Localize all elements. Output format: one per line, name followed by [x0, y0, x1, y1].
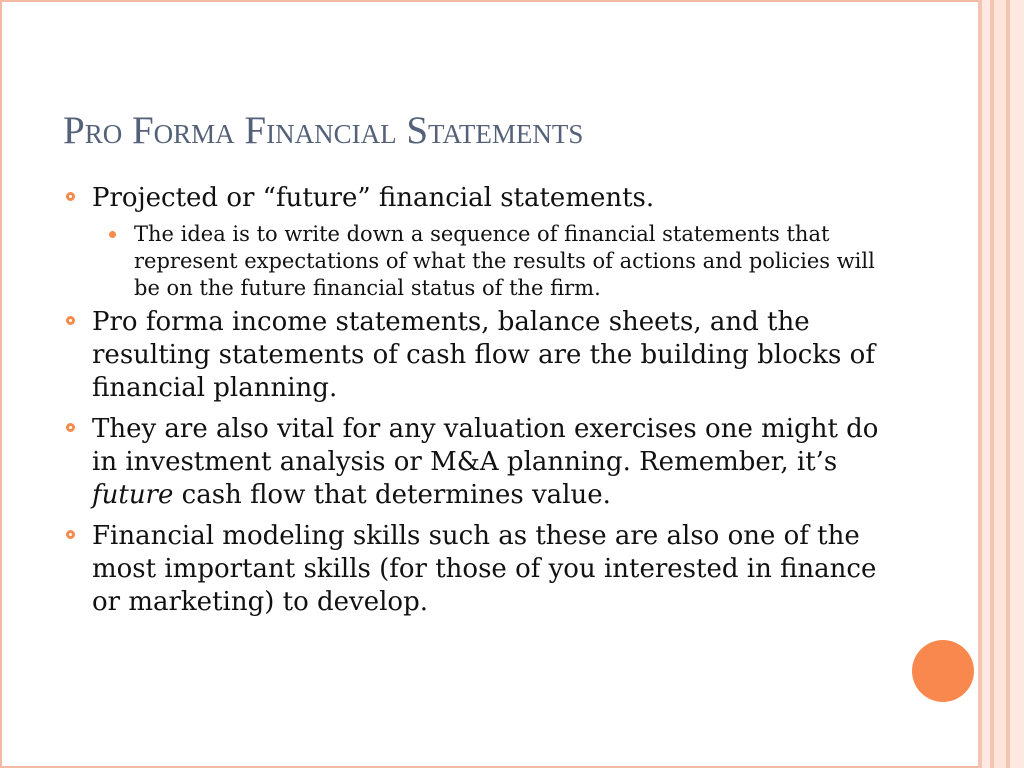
sub-bullet-text: The idea is to write down a sequence of financial statements that represent expectations of what the results of actions and policies will be on the future financial status of the firm.: [134, 222, 875, 300]
right-stripe-4: [994, 0, 1006, 768]
orange-circle-decoration-icon: [912, 640, 974, 702]
slide-content: [64, 180, 884, 619]
hollow-circle-bullet-icon: [66, 316, 75, 325]
bullet-text: Financial modeling skills such as these are also one of the most important skills (for those of you interested in finance or marketing) to develop.: [92, 521, 877, 617]
hollow-circle-bullet-icon: [66, 530, 75, 539]
right-stripe-2: [982, 0, 990, 768]
bullet-item-3: [64, 413, 884, 512]
frame-top-line: [0, 0, 984, 2]
frame-left-line: [0, 0, 2, 768]
bullet-text: Projected or “future” financial statements.: [92, 183, 655, 213]
bullet-item-1: [64, 182, 884, 215]
sub-bullet-item-1: [64, 221, 884, 302]
bullet-text-before: They are also vital for any valuation exercises one might do in investment analysis or M&A planning. Remember, it’s: [92, 414, 879, 477]
right-stripe-6: [1010, 0, 1024, 768]
slide-title: Pro Forma Financial Statements: [63, 109, 584, 152]
filled-dot-bullet-icon: [109, 231, 116, 238]
hollow-circle-bullet-icon: [66, 423, 75, 432]
bullet-item-2: [64, 306, 884, 405]
bullet-item-4: [64, 520, 884, 619]
bullet-text-after: cash flow that determines value.: [173, 480, 611, 510]
bullet-text-emphasis: future: [92, 480, 174, 510]
hollow-circle-bullet-icon: [66, 192, 75, 201]
bullet-text: Pro forma income statements, balance sheets, and the resulting statements of cash flow are the building blocks of financial planning.: [92, 307, 875, 403]
